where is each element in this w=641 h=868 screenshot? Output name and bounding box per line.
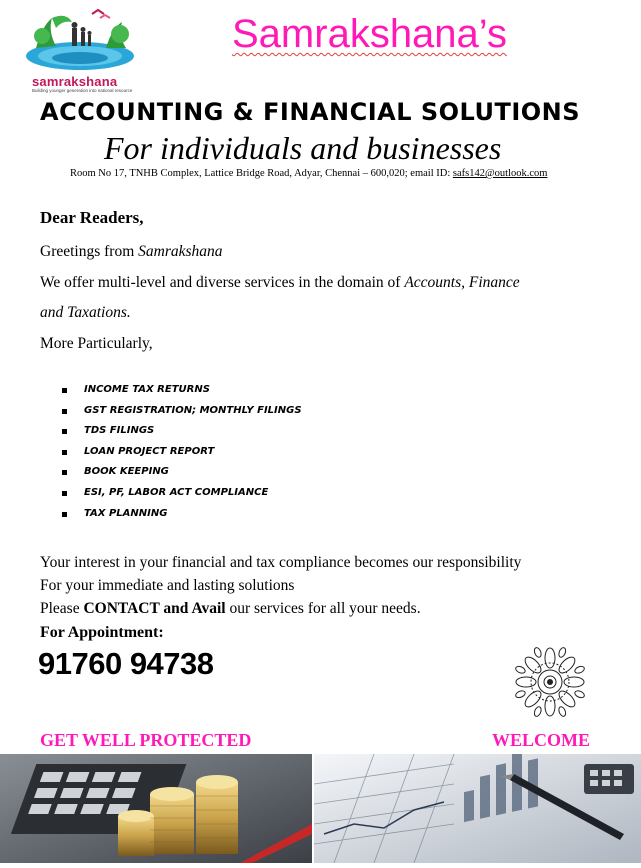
list-item: BOOK KEEPING: [62, 462, 302, 483]
offer-prefix: We offer multi-level and diverse services in the domain of: [40, 274, 405, 291]
list-item: TAX PLANNING: [62, 504, 302, 525]
samrakshana-logo: [22, 8, 140, 98]
offer-domain-1: Accounts, Finance: [404, 274, 520, 291]
greeting-name: Samrakshana: [138, 243, 223, 260]
offer-line-2: [40, 304, 131, 322]
list-item: LOAN PROJECT REPORT: [62, 442, 302, 463]
closing-line-3-prefix: Please: [40, 600, 84, 617]
list-item: ESI, PF, LABOR ACT COMPLIANCE: [62, 483, 302, 504]
get-well-protected-label: GET WELL PROTECTED: [40, 730, 252, 750]
appointment-label: For Appointment:: [40, 624, 164, 641]
coins-calculator-image: [0, 754, 312, 863]
closing-line-3-bold: CONTACT and Avail: [83, 600, 226, 617]
logo-emblem-icon: [22, 8, 140, 74]
logo-tagline: Building younger generation into national resource: [32, 88, 133, 93]
closing-line-2: For your immediate and lasting solutions: [40, 577, 295, 594]
closing-line-3-suffix: our services for all your needs.: [225, 600, 421, 617]
more-particularly: More Particularly,: [40, 335, 153, 352]
main-headline: ACCOUNTING & FINANCIAL SOLUTIONS: [40, 98, 581, 126]
offer-domain-2: and Taxations.: [40, 304, 131, 321]
list-item: GST REGISTRATION; MONTHLY FILINGS: [62, 401, 302, 422]
list-item: INCOME TAX RETURNS: [62, 380, 302, 401]
offer-line: [40, 274, 520, 292]
welcome-label: WELCOME: [492, 730, 591, 750]
address-text: Room No 17, TNHB Complex, Lattice Bridge Road, Adyar, Chennai – 600,020; email ID:: [70, 168, 453, 179]
greeting-prefix: Greetings from: [40, 243, 139, 260]
greeting-line: [40, 243, 223, 261]
email-link[interactable]: safs142@outlook.com: [452, 168, 548, 179]
charts-pen-image: [314, 754, 641, 863]
services-list: [62, 380, 302, 524]
address-line: [70, 168, 547, 179]
mandala-icon: [512, 644, 588, 720]
sub-headline: For individuals and businesses: [104, 130, 502, 166]
brand-title: Samrakshana’s: [232, 12, 507, 56]
logo-wordmark: samrakshana: [32, 74, 118, 89]
closing-line-1: Your interest in your financial and tax compliance becomes our responsibility: [40, 554, 522, 571]
list-item: TDS FILINGS: [62, 421, 302, 442]
closing-line-3: [40, 600, 421, 618]
phone-number[interactable]: 91760 94738: [38, 646, 214, 681]
salutation: Dear Readers,: [40, 208, 144, 227]
